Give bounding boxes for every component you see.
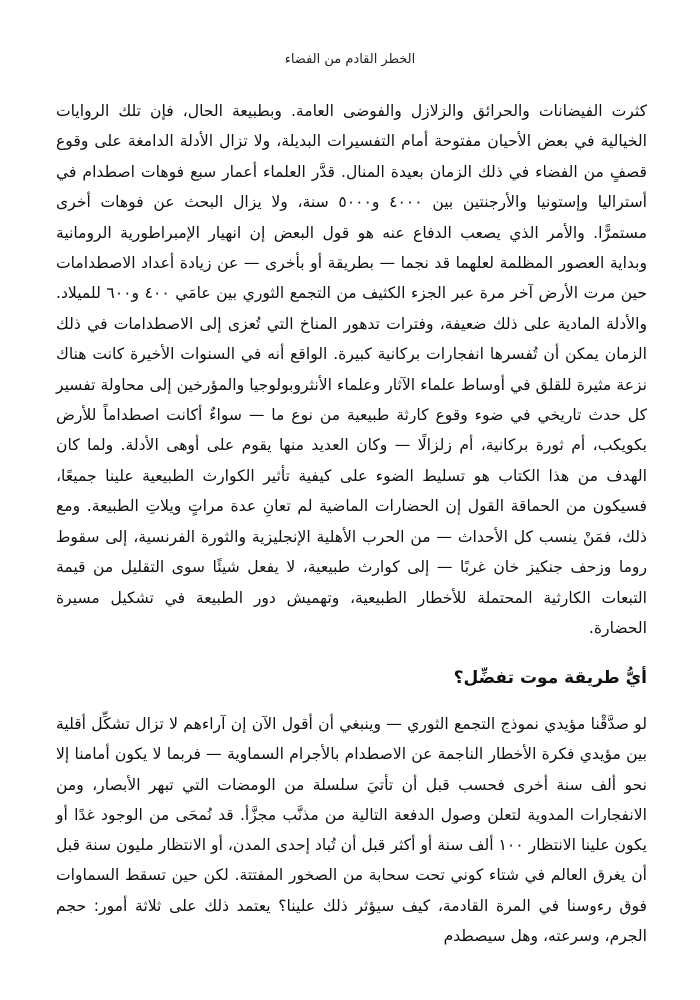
body-paragraph: لو صدَّقْنا مؤيدي نموذج التجمع الثوري — وينبغي أن أقول الآن إن آراءهم لا تزال تشكِّل أقلية بين مؤيدي فكرة الأخطار الناجمة عن الاصطدام بالأجرام السماوية — فربما لا يكون أمامنا إلا نحو ألف سنة أخرى فحسب قبل أن تأتيَ سلسلة من الومضات التي تبهر الأبصار، ومن الانفجارات المدوية لتعلن وصول الدفعة التالية من مذنَّب مجزَّأ. قد نُمحَى من الوجود غدًا أو يكون علينا الانتظار ١٠٠ ألف سنة أو أكثر قبل أن تُباد إحدى المدن، أو الانتظار مليون سنة قبل أن يغرق العالم في شتاء كوني تحت سحابة من الصخور المفتتة. لكن حين تسقط السماوات فوق رءوسنا في المرة القادمة، كيف سيؤثر ذلك علينا؟ يعتمد ذلك على ثلاثة أمور: حجم الجرم، وسرعته، وهل سيصطدم xyxy=(56,715,647,946)
running-header: الخطر القادم من الفضاء xyxy=(284,52,416,67)
body-paragraph: كثرت الفيضانات والحرائق والزلازل والفوضى العامة. وبطبيعة الحال، فإن تلك الروايات الخيالية في بعض الأحيان مفتوحة أمام التفسيرات البديلة، ولا تزال الأدلة الدامغة على وقوع قصفٍ من الفضاء في ذلك الزمان بعيدة المنال. قدَّر العلماء أعمار سبع فوهات اصطدام في أستراليا وإستونيا والأرجنتين بين ٤٠٠٠ و٥٠٠٠ سنة، ولا يزال البحث عن فوهات أخرى مستمرًّا. والأمر الذي يصعب الدفاع عنه هو قول البعض إن انهيار الإمبراطورية الرومانية وبداية العصور المظلمة لعلهما قد نجما — بطريقة أو بأخرى — عن زيادة أعداد الاصطدامات حين مرت الأرض آخر مرة عبر الجزء الكثيف من التجمع الثوري بين عامَي ٤٠٠ و٦٠٠ للميلاد. والأدلة المادية على ذلك ضعيفة، وفترات تدهور المناخ التي تُعزى إلى الاصطدامات في ذلك الزمان يمكن أن تُفسرها انفجارات بركانية كبيرة. الواقع أنه في السنوات الأخيرة كانت هناك نزعة مثيرة للقلق في أوساط علماء الآثار وعلماء الأنثروبولوجيا والمؤرخين إلى محاولة تفسير كل حدث تاريخي في ضوء وقوع كارثة طبيعية من نوع ما — سواءٌ أكانت اصطداماً للأرض بكويكب، أم ثورة بركانية، أم زلزالًا — وكان العديد منها يقوم على أوهى الأدلة. ولما كان الهدف من هذا الكتاب هو تسليط الضوء على كيفية تأثير الكوارث الطبيعية علينا جميعًا، فسيكون من الحماقة القول إن الحضارات الماضية لم تعانِ عدة مراتٍ ويلاتِ الطبيعة. ومع ذلك، فمَنْ ينسب كل الأحداث — من الحرب الأهلية الإنجليزية والثورة الفرنسية، إلى سقوط روما وزحف جنكيز خان غربًا — إلى كوارث طبيعية، لا يفعل شيئًا سوى التقليل من قيمة التبعات الكارثية المحتملة للأخطار الطبيعية، وتهميش دور الطبيعة في تشكيل مسيرة الحضارة. xyxy=(56,102,647,637)
section-heading: أيُّ طريقة موت تفضِّل؟ xyxy=(453,668,647,688)
